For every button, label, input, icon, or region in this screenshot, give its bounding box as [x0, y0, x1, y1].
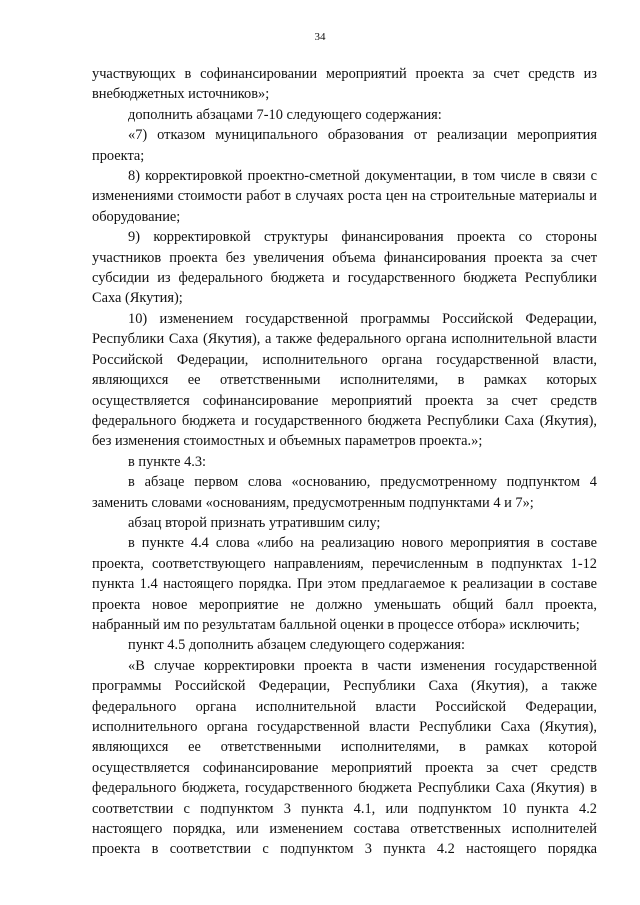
paragraph-clause-4-3-second: абзац второй признать утратившим силу;	[128, 514, 381, 531]
paragraph-clause-4-5-text: «В случае корректировки проекта в части изменения государственной программы Российской Федерации, Республики Саха (Якутия), а также федерального органа исполнительной власти Российской Федерации, исполнительного органа государственной власти Республики Саха (Якутия), являющихся ее ответственными исполнителями, в рамках которой осуществляется софинансирование мероприятий проекта за счет средств федерального бюджета, государственного бюджета Республики Саха (Якутия) в соответствии с подпунктом 3 пункта 4.1, или подпунктом 10 пункта 4.2 настоящего порядка, или изменением состава ответственных исполнителей проекта в соответствии с подпунктом 3 пункта 4.2 настоящего порядка	[92, 657, 597, 858]
paragraph-clause-4-3: в пункте 4.3:	[128, 453, 207, 470]
document-body	[92, 64, 597, 860]
paragraph-item-10: 10) изменением государственной программы Российской Федерации, Республики Саха (Якутия), а также федерального органа исполнительной власти Российской Федерации, исполнительного органа государственной власти, являющихся ее ответственными исполнителями, в рамках которых осуществляется софинансирование мероприятий проекта за счет средств федерального бюджета и государственного бюджета Республики Саха (Якутия), без изменения стоимостных и объемных параметров проекта.»;	[92, 310, 597, 450]
paragraph-clause-4-3-first: в абзаце первом слова «основанию, предусмотренному подпунктом 4 заменить словами «основаниям, предусмотренным подпунктами 4 и 7»;	[92, 474, 597, 511]
page-number: 34	[314, 31, 326, 43]
paragraph-item-9: 9) корректировкой структуры финансирования проекта со стороны участников проекта без увеличения объема финансирования проекта за счет субсидии из федерального бюджета и государственного бюджета Республики Саха (Якутия);	[92, 229, 597, 307]
paragraph-clause-4-5: пункт 4.5 дополнить абзацем следующего содержания:	[128, 637, 465, 654]
paragraph-clause-4-4: в пункте 4.4 слова «либо на реализацию нового мероприятия в составе проекта, соответствующего направлениям, перечисленным в подпунктах 1-12 пункта 1.4 настоящего порядка. При этом предлагаемое к реализации в составе проекта новое мероприятие не должно уменьшать общий балл проекта, набранный им по результатам балльной оценки в процессе отбора» исключить;	[92, 535, 597, 633]
paragraph-instruction-add-7-10: дополнить абзацами 7-10 следующего содержания:	[128, 106, 442, 123]
paragraph-continuation: участвующих в софинансировании мероприятий проекта за счет средств из внебюджетных источников»;	[92, 66, 597, 103]
paragraph-item-8: 8) корректировкой проектно-сметной документации, в том числе в связи с изменениями стоимости работ в случаях роста цен на строительные материалы и оборудование;	[92, 168, 597, 225]
paragraph-item-7: «7) отказом муниципального образования от реализации мероприятия проекта;	[92, 127, 597, 164]
